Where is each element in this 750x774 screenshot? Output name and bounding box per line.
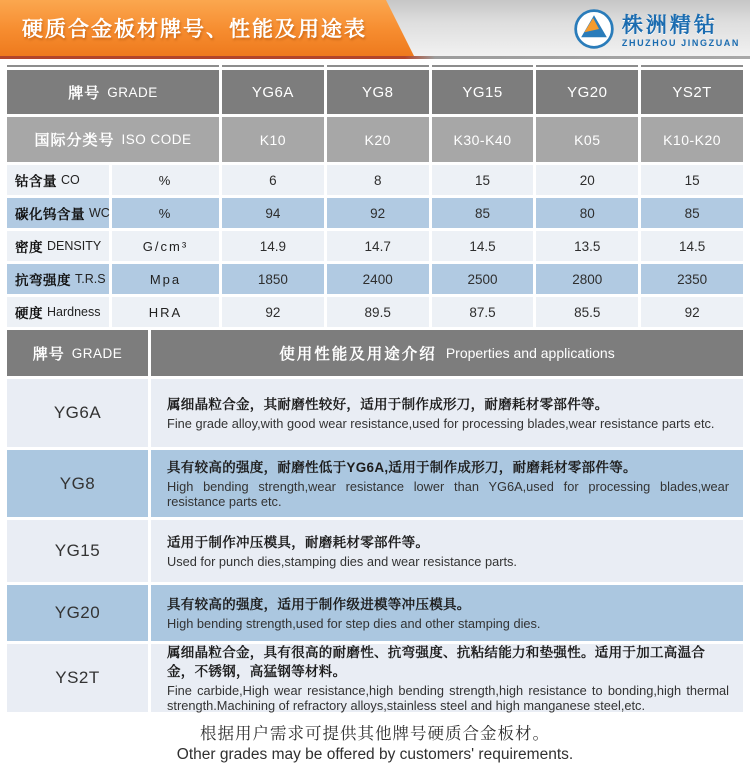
iso-header-cell <box>7 117 219 162</box>
property-unit: % <box>112 165 219 195</box>
application-desc-en: Used for punch dies,stamping dies and wear resistance parts. <box>167 553 517 569</box>
property-value: 14.5 <box>641 231 743 261</box>
property-value: 2500 <box>432 264 534 294</box>
table-top-border <box>222 65 324 67</box>
property-value: 80 <box>536 198 638 228</box>
applications-desc-header-en: Properties and applications <box>445 345 615 361</box>
property-value: 94 <box>222 198 324 228</box>
application-desc-cell <box>151 379 743 447</box>
property-label-en: CO <box>61 173 80 187</box>
grade-cell: YG6A <box>222 70 324 114</box>
property-unit: Mpa <box>112 264 219 294</box>
property-value: 20 <box>536 165 638 195</box>
property-value: 15 <box>432 165 534 195</box>
property-value: 6 <box>222 165 324 195</box>
footer-note-en: Other grades may be offered by customers' requirements. <box>176 746 574 763</box>
property-value: 2800 <box>536 264 638 294</box>
property-value: 2350 <box>641 264 743 294</box>
property-value: 14.9 <box>222 231 324 261</box>
applications-grade-header <box>7 330 148 376</box>
application-desc-en: High bending strength,used for step dies and other stamping dies. <box>167 615 541 631</box>
application-desc-en: High bending strength,wear resistance lower than YG6A,used for processing blades,wear resistance parts etc. <box>167 478 729 509</box>
application-desc-cell <box>151 644 743 712</box>
property-value: 8 <box>327 165 429 195</box>
applications-table <box>7 330 743 712</box>
iso-code-cell: K10 <box>222 117 324 162</box>
application-grade-cell: YS2T <box>7 644 148 712</box>
logo-company-name: 株洲精钻 <box>621 14 718 37</box>
page-banner <box>0 0 750 56</box>
applications-desc-header-zh: 使用性能及用途介绍 <box>279 346 437 363</box>
table-top-border <box>7 65 219 67</box>
application-desc-cell <box>151 450 743 517</box>
applications-desc-header <box>151 330 743 376</box>
property-value: 89.5 <box>327 297 429 327</box>
applications-grade-header-en: GRADE <box>71 345 123 361</box>
application-desc-cell <box>151 585 743 641</box>
property-value: 85 <box>432 198 534 228</box>
iso-code-cell: K05 <box>536 117 638 162</box>
property-value: 14.7 <box>327 231 429 261</box>
property-label <box>7 297 109 327</box>
property-unit: HRA <box>112 297 219 327</box>
grade-cell: YG15 <box>432 70 534 114</box>
content-area <box>7 65 743 712</box>
property-value: 85.5 <box>536 297 638 327</box>
property-unit: % <box>112 198 219 228</box>
grade-cell: YG8 <box>327 70 429 114</box>
property-label-zh: 抗弯强度 <box>15 273 71 288</box>
grade-header-zh: 牌号 <box>68 84 101 102</box>
property-label <box>7 264 109 294</box>
grade-cell: YS2T <box>641 70 743 114</box>
application-desc-zh: 属细晶粒合金，其耐磨性较好，适用于制作成形刀，耐磨耗材零部件等。 <box>167 396 609 412</box>
property-value: 92 <box>222 297 324 327</box>
application-grade-cell: YG6A <box>7 379 148 447</box>
property-value: 2400 <box>327 264 429 294</box>
grade-header-cell <box>7 70 219 114</box>
banner-accent-line <box>0 56 750 59</box>
iso-header-en: ISO CODE <box>121 132 192 147</box>
property-value: 92 <box>641 297 743 327</box>
property-label <box>7 165 109 195</box>
application-desc-zh: 具有较高的强度，耐磨性低于YG6A,适用于制作成形刀，耐磨耗材零部件等。 <box>167 459 637 475</box>
property-label-en: DENSITY <box>47 239 102 253</box>
property-label-zh: 密度 <box>15 240 43 255</box>
grade-cell: YG20 <box>536 70 638 114</box>
property-value: 87.5 <box>432 297 534 327</box>
property-value: 92 <box>327 198 429 228</box>
application-grade-cell: YG15 <box>7 520 148 582</box>
property-value: 85 <box>641 198 743 228</box>
application-desc-zh: 属细晶粒合金，具有很高的耐磨性、抗弯强度、抗粘结能力和垫强性。适用于加工高温合金，不锈钢，高猛钢等材料。 <box>167 644 706 679</box>
table-top-border <box>327 65 429 67</box>
page-title: 硬质合金板材牌号、性能及用途表 <box>22 18 367 41</box>
applications-grade-header-zh: 牌号 <box>32 345 65 363</box>
iso-header-zh: 国际分类号 <box>34 132 115 149</box>
table-top-border <box>432 65 534 67</box>
property-label-en: T.R.S <box>75 272 106 286</box>
property-label-zh: 硬度 <box>15 306 43 321</box>
property-label-en: Hardness <box>47 305 101 319</box>
property-value: 1850 <box>222 264 324 294</box>
property-label-en: WC <box>89 206 110 220</box>
application-desc-en: Fine carbide,High wear resistance,high bending strength,high resistance to bonding,high thermal strength.Machining of refractory alloys,stainless steel and high manganese steel,etc. <box>167 682 729 713</box>
property-label <box>7 198 109 228</box>
property-label-zh: 碳化钨含量 <box>15 207 85 222</box>
footer-note <box>0 723 750 765</box>
logo-company-subtitle: ZHUZHOU JINGZUAN <box>621 38 740 48</box>
logo-text <box>622 14 740 49</box>
application-grade-cell: YG8 <box>7 450 148 517</box>
iso-code-cell: K30-K40 <box>432 117 534 162</box>
property-label <box>7 231 109 261</box>
grade-header-en: GRADE <box>107 84 158 100</box>
application-desc-en: Fine grade alloy,with good wear resistance,used for processing blades,wear resistance parts etc. <box>167 415 715 431</box>
property-unit: G/cm³ <box>112 231 219 261</box>
application-desc-zh: 具有较高的强度，适用于制作级进模等冲压模具。 <box>167 596 471 612</box>
footer-note-zh: 根据用户需求可提供其他牌号硬质合金板材。 <box>200 725 550 743</box>
iso-code-cell: K10-K20 <box>641 117 743 162</box>
table-top-border <box>536 65 638 67</box>
property-value: 15 <box>641 165 743 195</box>
property-value: 14.5 <box>432 231 534 261</box>
application-desc-cell <box>151 520 743 582</box>
property-value: 13.5 <box>536 231 638 261</box>
application-grade-cell: YG20 <box>7 585 148 641</box>
iso-code-cell: K20 <box>327 117 429 162</box>
application-desc-zh: 适用于制作冲压模具，耐磨耗材零部件等。 <box>167 534 430 550</box>
table-top-border <box>641 65 743 67</box>
company-logo <box>572 7 740 56</box>
grade-properties-table <box>7 65 743 327</box>
property-label-zh: 钴含量 <box>15 174 57 189</box>
logo-triangle-circle-icon <box>572 7 616 56</box>
